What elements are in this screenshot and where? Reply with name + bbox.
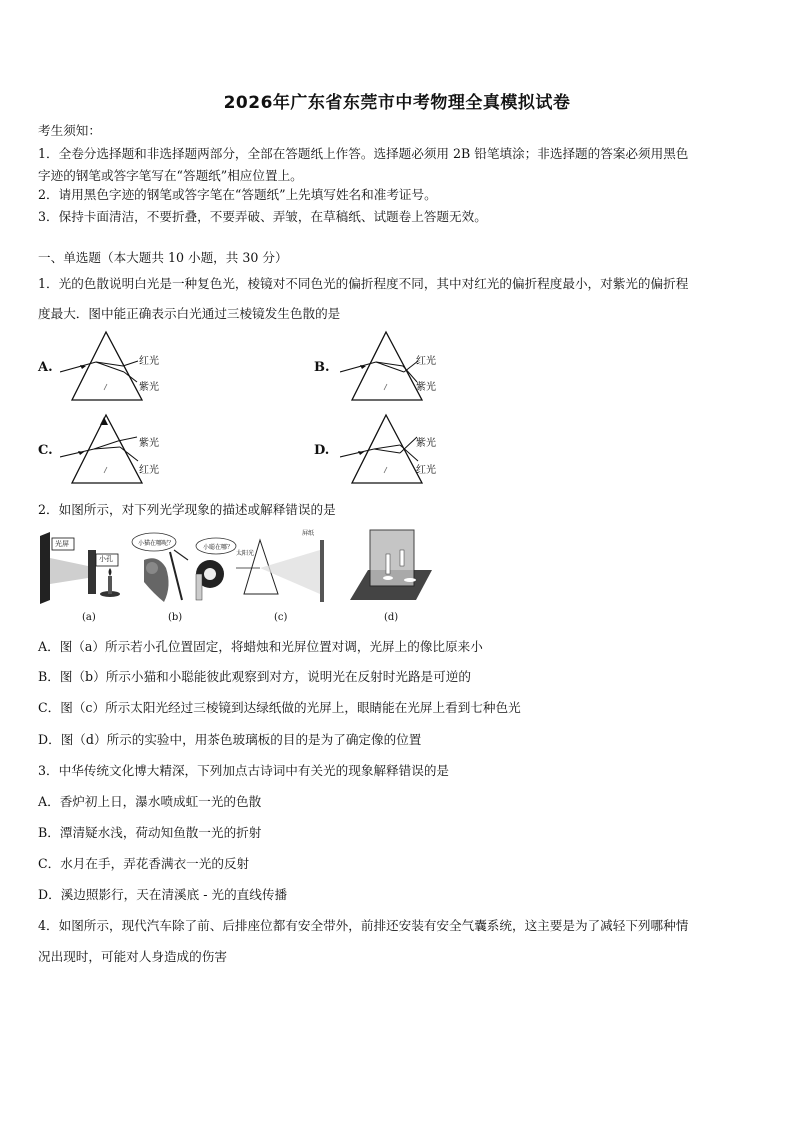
q1-option-b-label[interactable]: B.: [314, 360, 330, 375]
notice-item-3: 3．保持卡面清洁，不要折叠，不要弄破、弄皱，在草稿纸、试题卷上答题无效。: [38, 209, 487, 224]
q1-option-c-label[interactable]: C.: [38, 443, 53, 458]
section-heading: 一、单选题（本大题共 10 小题，共 30 分）: [38, 250, 288, 265]
q1-d-top-label: 紫光: [416, 438, 436, 449]
q1-prism-d-diagram: [340, 413, 460, 488]
notice-item-1-cont: 字迹的钢笔或答字笔写在“答题纸”相应位置上。: [38, 168, 303, 183]
q2-c-sun-label: 太阳光: [236, 550, 255, 557]
q2-figure-a-caption: (a): [82, 612, 96, 623]
notice-item-1: 1．全卷分选择题和非选择题两部分，全部在答题纸上作答。选择题必须用 2B 铅笔填涂；非选择题的答案必须用黑色: [38, 146, 689, 161]
q1-option-a-label[interactable]: A.: [38, 360, 53, 375]
q3-option-a[interactable]: A．香炉初上日，瀑水喷成虹一光的色散: [38, 794, 262, 809]
q4-stem-line1: 4．如图所示，现代汽车除了前、后排座位都有安全带外，前排还安装有安全气囊系统，这主要是为了减轻下列哪种情: [38, 918, 689, 933]
q1-prism-b-diagram: [340, 330, 460, 405]
q3-option-c[interactable]: C．水月在手，弄花香满衣一光的反射: [38, 856, 250, 871]
q1-c-bottom-label: 红光: [139, 465, 159, 476]
q1-b-bottom-label: 紫光: [416, 382, 436, 393]
q2-a-screen-label: 光屏: [55, 540, 69, 548]
q2-a-hole-label: 小孔: [99, 555, 113, 563]
q1-prism-a-diagram: [60, 330, 180, 405]
q2-figure-b-caption: (b): [168, 612, 183, 623]
q4-stem-line2: 况出现时，可能对人身造成的伤害: [38, 949, 227, 964]
q1-c-top-label: 紫光: [139, 438, 159, 449]
notice-heading: 考生须知：: [38, 123, 101, 138]
q2-b-bubble-cat: 小猫在哪呢？: [138, 540, 175, 547]
q1-prism-c-diagram: [60, 413, 180, 488]
q2-stem: 2．如图所示，对下列光学现象的描述或解释错误的是: [38, 502, 336, 517]
q2-option-b[interactable]: B．图（b）所示小猫和小聪能彼此观察到对方，说明光在反射时光路是可逆的: [38, 669, 471, 684]
notice-item-2: 2．请用黑色字迹的钢笔或答字笔在“答题纸”上先填写姓名和准考证号。: [38, 187, 437, 202]
q2-figure-a-pinhole: [36, 528, 136, 608]
q2-figure-d-glass-plate: [346, 526, 436, 610]
q2-figure-d-caption: (d): [384, 612, 399, 623]
q1-a-top-label: 红光: [139, 356, 159, 367]
q1-stem-line1: 1．光的色散说明白光是一种复色光，棱镜对不同色光的偏折程度不同，其中对红光的偏折程度最小，对紫光的偏折程: [38, 276, 689, 291]
q2-figure-c-prism: [236, 528, 332, 608]
q2-option-a[interactable]: A．图（a）所示若小孔位置固定，将蜡烛和光屏位置对调，光屏上的像比原来小: [38, 639, 483, 654]
q1-option-d-label[interactable]: D.: [314, 443, 330, 458]
q3-stem: 3．中华传统文化博大精深，下列加点古诗词中有关光的现象解释错误的是: [38, 763, 450, 778]
q2-figure-c-caption: (c): [274, 612, 288, 623]
q1-a-bottom-label: 紫光: [139, 382, 159, 393]
q1-b-top-label: 红光: [416, 356, 436, 367]
q1-stem-line2: 度最大．图中能正确表示白光通过三棱镜发生色散的是: [38, 306, 341, 321]
q3-option-d[interactable]: D．溪边照影行，天在清溪底 - 光的直线传播: [38, 887, 288, 902]
q2-option-c[interactable]: C．图（c）所示太阳光经过三棱镜到达绿纸做的光屏上，眼睛能在光屏上看到七种色光: [38, 700, 521, 715]
q1-d-bottom-label: 红光: [416, 465, 436, 476]
q2-option-d[interactable]: D．图（d）所示的实验中，用茶色玻璃板的目的是为了确定像的位置: [38, 732, 422, 747]
q3-option-b[interactable]: B．潭清疑水浅，荷动知鱼散一光的折射: [38, 825, 262, 840]
q2-c-screen-label: 屏纸: [302, 530, 315, 537]
q2-b-bubble-boy: 小聪在哪？: [203, 544, 234, 551]
page-title: 2026年广东省东莞市中考物理全真模拟试卷: [223, 93, 571, 113]
